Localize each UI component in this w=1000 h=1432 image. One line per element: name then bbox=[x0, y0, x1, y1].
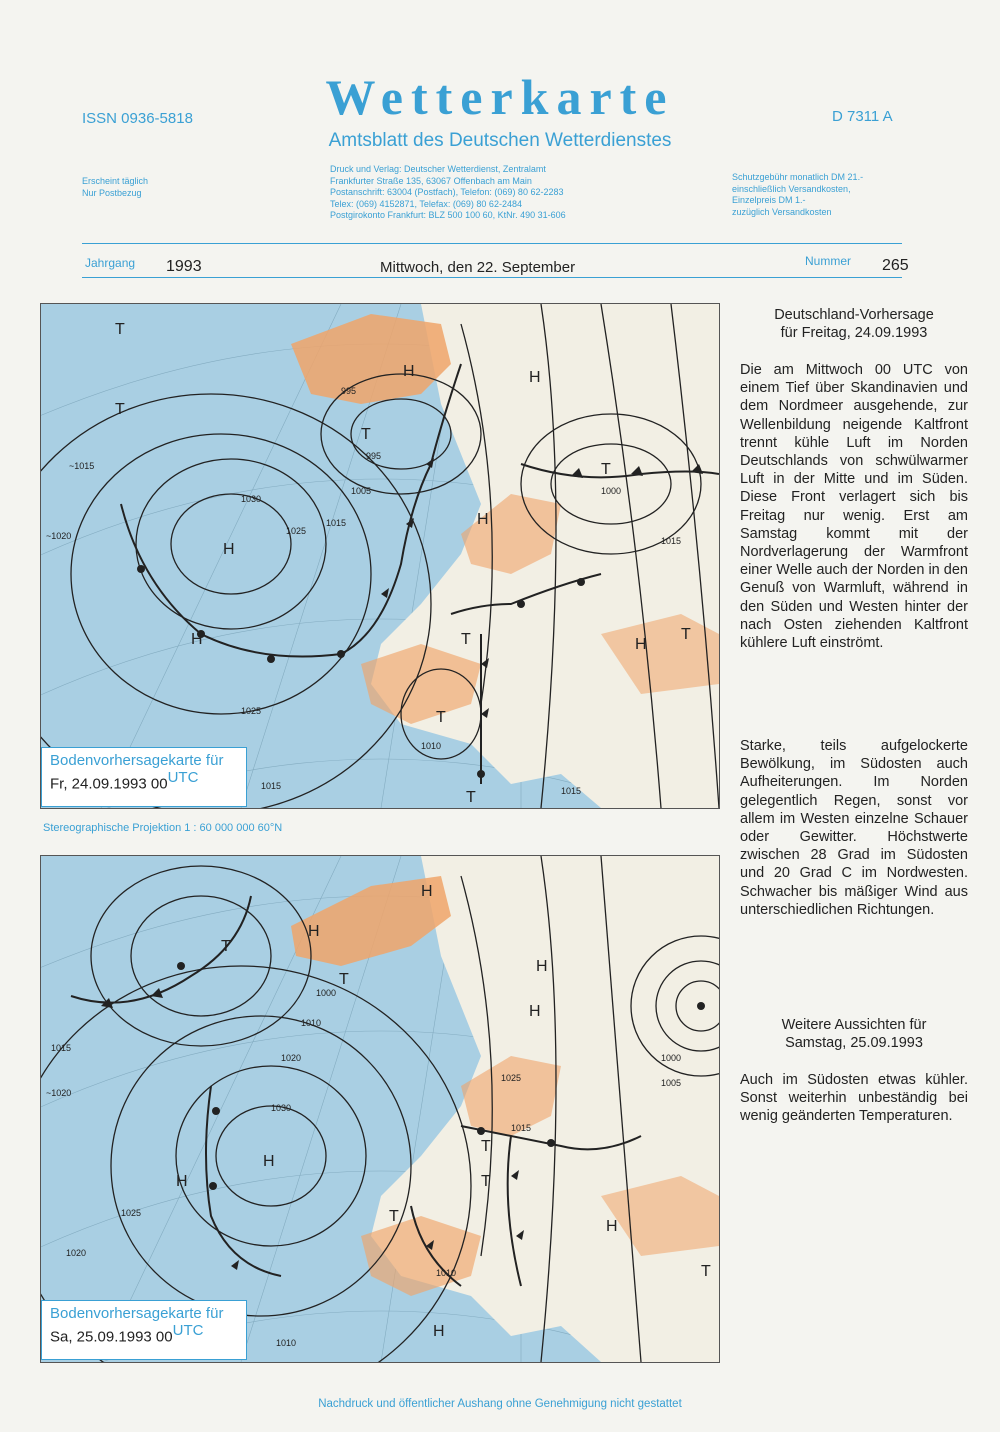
svg-text:1015: 1015 bbox=[561, 786, 582, 796]
svg-text:H: H bbox=[421, 883, 433, 900]
svg-text:1025: 1025 bbox=[501, 1073, 522, 1083]
svg-text:T: T bbox=[436, 709, 446, 726]
svg-text:T: T bbox=[601, 461, 611, 478]
svg-text:H: H bbox=[403, 363, 415, 380]
svg-text:~1020: ~1020 bbox=[46, 531, 72, 541]
map-caption-date: Fr, 24.09.1993 00 bbox=[50, 775, 168, 793]
svg-text:~1020: ~1020 bbox=[46, 1088, 72, 1098]
map-caption-date: Sa, 25.09.1993 00 bbox=[50, 1328, 173, 1346]
svg-text:T: T bbox=[481, 1173, 491, 1190]
imprint-line: Postanschrift: 63004 (Postfach), Telefon: (069) 80 62-2283 bbox=[330, 187, 564, 197]
svg-text:T: T bbox=[361, 426, 371, 443]
svg-text:T: T bbox=[681, 626, 691, 643]
map-caption-utc: UTC bbox=[167, 769, 199, 786]
svg-text:1015: 1015 bbox=[661, 536, 682, 546]
map-caption bbox=[41, 1300, 247, 1360]
svg-text:H: H bbox=[635, 636, 647, 653]
svg-text:T: T bbox=[339, 971, 349, 988]
outlook-heading bbox=[740, 1016, 968, 1052]
svg-text:1030: 1030 bbox=[241, 494, 262, 504]
svg-text:1005: 1005 bbox=[661, 1078, 682, 1088]
svg-text:H: H bbox=[263, 1153, 275, 1170]
imprint-line: Postgirokonto Frankfurt: BLZ 500 100 60, KtNr. 490 31-606 bbox=[330, 210, 566, 220]
svg-text:H: H bbox=[191, 631, 203, 648]
publication-note-line: Nur Postbezug bbox=[82, 187, 142, 198]
map-drawing bbox=[41, 304, 719, 808]
svg-text:1025: 1025 bbox=[241, 706, 262, 716]
svg-text:1025: 1025 bbox=[286, 526, 307, 536]
svg-text:T: T bbox=[481, 1138, 491, 1155]
svg-text:1025: 1025 bbox=[121, 1208, 142, 1218]
svg-text:1010: 1010 bbox=[276, 1338, 297, 1348]
svg-text:1000: 1000 bbox=[661, 1053, 682, 1063]
svg-text:1010: 1010 bbox=[301, 1018, 322, 1028]
svg-text:1010: 1010 bbox=[436, 1268, 457, 1278]
svg-text:1015: 1015 bbox=[511, 1123, 532, 1133]
svg-text:1030: 1030 bbox=[271, 1103, 292, 1113]
masthead-title: Wetterkarte bbox=[325, 69, 675, 125]
svg-text:1015: 1015 bbox=[51, 1043, 72, 1053]
map-caption-title: Bodenvorhersagekarte für bbox=[50, 1305, 224, 1322]
svg-text:995: 995 bbox=[366, 451, 382, 461]
svg-text:T: T bbox=[701, 1263, 711, 1280]
forecast-paragraph: Die am Mittwoch 00 UTC von einem Tief über Skandinavien und dem Nordmeer ausgehende, zur Wellenbildung neigende Kaltfront trennt kühle Luft im Norden Deutschlands von schwülwarmer Luft in der Mitte und im Süden. Diese Front verlagert sich bis Freitag nur wenig. Erst am Samstag kommt mit der Nordverlagerung der Warmfront einer Welle auch der Norden in den Genuß von Warmluft, während in den Süden und Westen hinter der nach Osten ziehenden Kaltfront kühlere Luft einströmt. bbox=[740, 362, 968, 652]
svg-text:1020: 1020 bbox=[66, 1248, 87, 1258]
imprint-line: Frankfurter Straße 135, 63067 Offenbach am Main bbox=[330, 175, 532, 186]
svg-text:H: H bbox=[223, 541, 235, 558]
fee-line: Einzelpreis DM 1.- bbox=[732, 195, 806, 205]
jahrgang-value: 1993 bbox=[166, 258, 202, 275]
svg-text:H: H bbox=[606, 1218, 618, 1235]
fee-note bbox=[732, 172, 922, 218]
postal-code: D 7311 A bbox=[832, 108, 893, 125]
svg-text:1005: 1005 bbox=[351, 486, 372, 496]
issn-number: ISSN 0936-5818 bbox=[82, 110, 193, 127]
publication-note bbox=[82, 176, 148, 199]
forecast-map-friday bbox=[40, 303, 720, 809]
map-caption-title: Bodenvorhersagekarte für bbox=[50, 752, 224, 769]
svg-text:T: T bbox=[115, 321, 125, 338]
header-divider-bottom bbox=[82, 277, 902, 278]
forecast-heading-line: Deutschland-Vorhersage bbox=[774, 307, 934, 323]
nummer-label: Nummer bbox=[805, 254, 852, 268]
projection-note: Stereographische Projektion 1 : 60 000 000 60°N bbox=[43, 822, 283, 834]
outlook-heading-line: Samstag, 25.09.1993 bbox=[785, 1035, 923, 1051]
svg-text:995: 995 bbox=[341, 386, 357, 396]
fee-line: zuzüglich Versandkosten bbox=[732, 206, 832, 217]
svg-text:H: H bbox=[308, 923, 320, 940]
svg-text:H: H bbox=[536, 958, 548, 975]
nummer-value: 265 bbox=[882, 257, 909, 274]
svg-text:H: H bbox=[529, 1003, 541, 1020]
svg-text:T: T bbox=[466, 789, 476, 806]
svg-text:T: T bbox=[115, 401, 125, 418]
svg-text:T: T bbox=[389, 1208, 399, 1225]
svg-text:1015: 1015 bbox=[326, 518, 347, 528]
svg-text:H: H bbox=[176, 1173, 188, 1190]
svg-text:1000: 1000 bbox=[601, 486, 622, 496]
fee-line: Schutzgebühr monatlich DM 21.- bbox=[732, 172, 864, 182]
publication-note-line: Erscheint täglich bbox=[82, 176, 149, 186]
svg-text:H: H bbox=[529, 369, 541, 386]
forecast-paragraph: Starke, teils aufgelockerte Bewölkung, im Südosten auch Aufheiterungen. Im Norden gelegentlich Regen, sonst vor allem im Westen einzelne Schauer oder Gewitter. Höchstwerte zwischen 28 Grad im Südosten und 20 Grad C im Nordwesten. Schwacher bis mäßiger Wind aus unterschiedlichen Richtungen. bbox=[740, 738, 968, 918]
svg-text:T: T bbox=[461, 631, 471, 648]
imprint-line: Telex: (069) 4152871, Telefax: (069) 80 62-2484 bbox=[330, 198, 522, 209]
forecast-map-saturday bbox=[40, 855, 720, 1363]
svg-text:H: H bbox=[433, 1323, 445, 1340]
jahrgang-label: Jahrgang bbox=[85, 256, 136, 270]
map-drawing bbox=[41, 856, 719, 1362]
svg-text:1015: 1015 bbox=[261, 781, 282, 791]
map-caption bbox=[41, 747, 247, 807]
outlook-heading-line: Weitere Aussichten für bbox=[781, 1017, 927, 1033]
outlook-paragraph: Auch im Südosten etwas kühler. Sonst weiterhin unbeständig bei wenig geänderten Temperaturen. bbox=[740, 1072, 968, 1125]
fee-line: einschließlich Versandkosten, bbox=[732, 183, 851, 194]
header-divider bbox=[82, 243, 902, 244]
svg-text:1010: 1010 bbox=[421, 741, 442, 751]
svg-text:1020: 1020 bbox=[281, 1053, 302, 1063]
map-caption-utc: UTC bbox=[172, 1322, 204, 1339]
copyright-footer: Nachdruck und öffentlicher Aushang ohne Genehmigung nicht gestattet bbox=[318, 1398, 682, 1410]
imprint-line: Druck und Verlag: Deutscher Wetterdienst, Zentralamt bbox=[330, 164, 546, 174]
svg-text:1000: 1000 bbox=[316, 988, 337, 998]
svg-text:T: T bbox=[221, 938, 231, 955]
svg-text:H: H bbox=[477, 511, 489, 528]
issue-date: Mittwoch, den 22. September bbox=[380, 259, 576, 276]
forecast-heading-line: für Freitag, 24.09.1993 bbox=[780, 325, 928, 341]
masthead-subtitle: Amtsblatt des Deutschen Wetterdienstes bbox=[328, 130, 672, 151]
imprint bbox=[330, 164, 650, 222]
forecast-heading bbox=[740, 306, 968, 342]
svg-text:~1015: ~1015 bbox=[69, 461, 95, 471]
